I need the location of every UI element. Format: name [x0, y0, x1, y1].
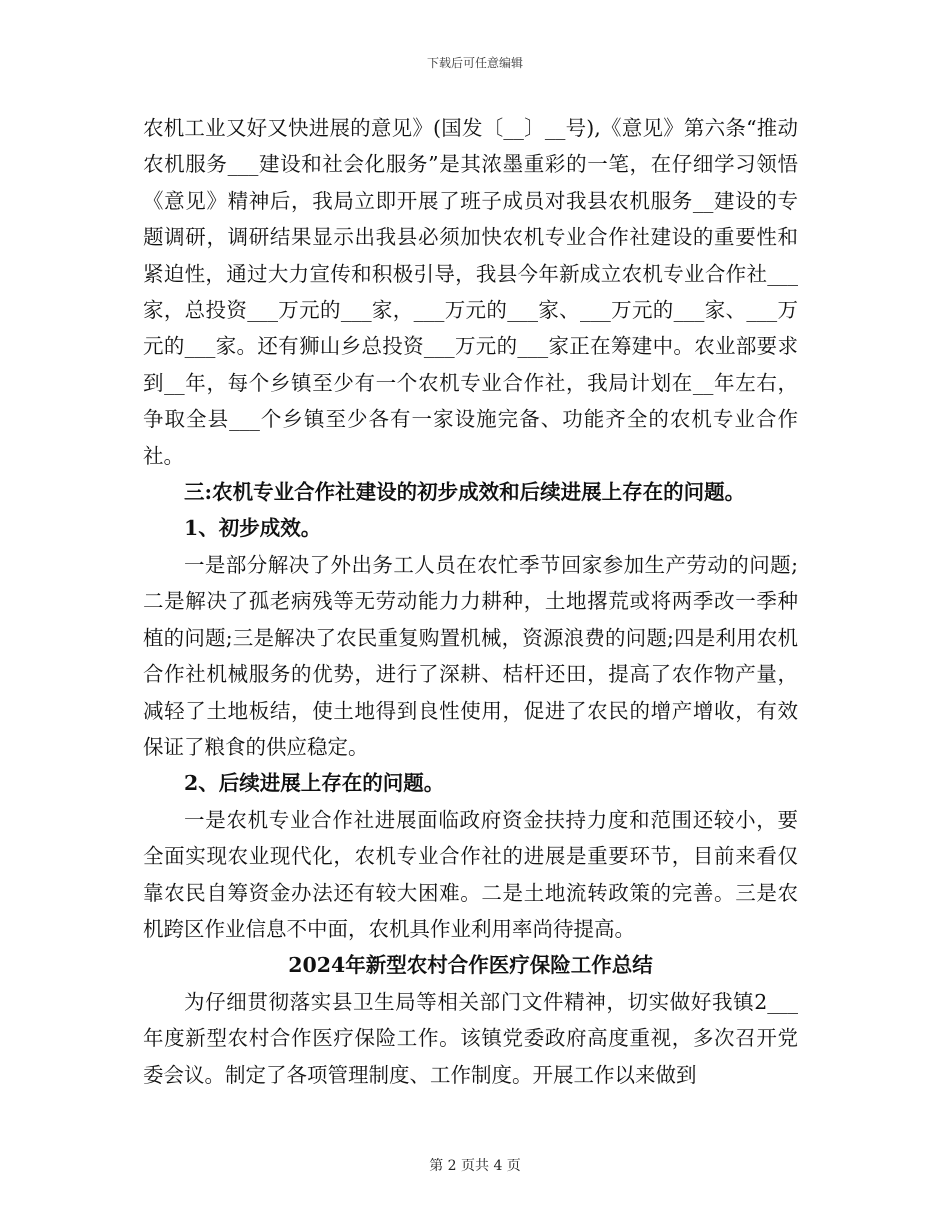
paragraph-summary-intro: 为仔细贯彻落实县卫生局等相关部门文件精神，切实做好我镇2___年度新型农村合作医疗保险工作。该镇党委政府高度重视，多次召开党委会议。制定了各项管理制度、工作制度。开展工作以来做到 [143, 989, 798, 1087]
paragraph-initial-results: 一是部分解决了外出务工人员在农忙季节回家参加生产劳动的问题;二是解决了孤老病残等无劳动能力力耕种，土地撂荒或将两季改一季种植的问题;三是解决了农民重复购置机械，资源浪费的问题;四是利用农机合作社机械服务的优势，进行了深耕、桔杆还田，提高了农作物产量，减轻了土地板结，使土地得到良性使用，促进了农民的增产增收，有效保证了粮食的供应稳定。 [143, 552, 798, 759]
page-header-note: 下载后可任意编辑 [426, 56, 523, 70]
page-footer-pagination: 第 2 页共 4 页 [429, 1158, 521, 1174]
document-title-2024-summary: 2024年新型农村合作医疗保险工作总结 [288, 953, 653, 978]
subheading-problems: 2、后续进展上存在的问题。 [184, 771, 445, 796]
section-heading-3: 三:农机专业合作社建设的初步成效和后续进展上存在的问题。 [184, 480, 746, 505]
paragraph-opinion-study: 农机工业又好又快进展的意见》(国发〔__〕__号),《意见》第六条“推动农机服务___建设和社会化服务”是其浓墨重彩的一笔，在仔细学习领悟《意见》精神后，我局立即开展了班子成员对我县农机服务__建设的专题调研，调研结果显示出我县必须加快农机专业合作社建设的重要性和紧迫性，通过大力宣传和积极引导，我县今年新成立农机专业合作社___家，总投资___万元的___家，___万元的___家、___万元的___家、___万元的___家。还有狮山乡总投资___万元的___家正在筹建中。农业部要求到__年，每个乡镇至少有一个农机专业合作社，我局计划在__年左右，争取全县___个乡镇至少各有一家设施完备、功能齐全的农机专业合作社。 [143, 116, 798, 468]
document-body [143, 110, 798, 1093]
paragraph-problems: 一是农机专业合作社进展面临政府资金扶持力度和范围还较小，要全面实现农业现代化，农机专业合作社的进展是重要环节，目前来看仅靠农民自筹资金办法还有较大困难。二是土地流转政策的完善。三是农机跨区作业信息不中面，农机具作业利用率尚待提高。 [143, 807, 798, 941]
subheading-initial-results: 1、初步成效。 [184, 516, 322, 541]
